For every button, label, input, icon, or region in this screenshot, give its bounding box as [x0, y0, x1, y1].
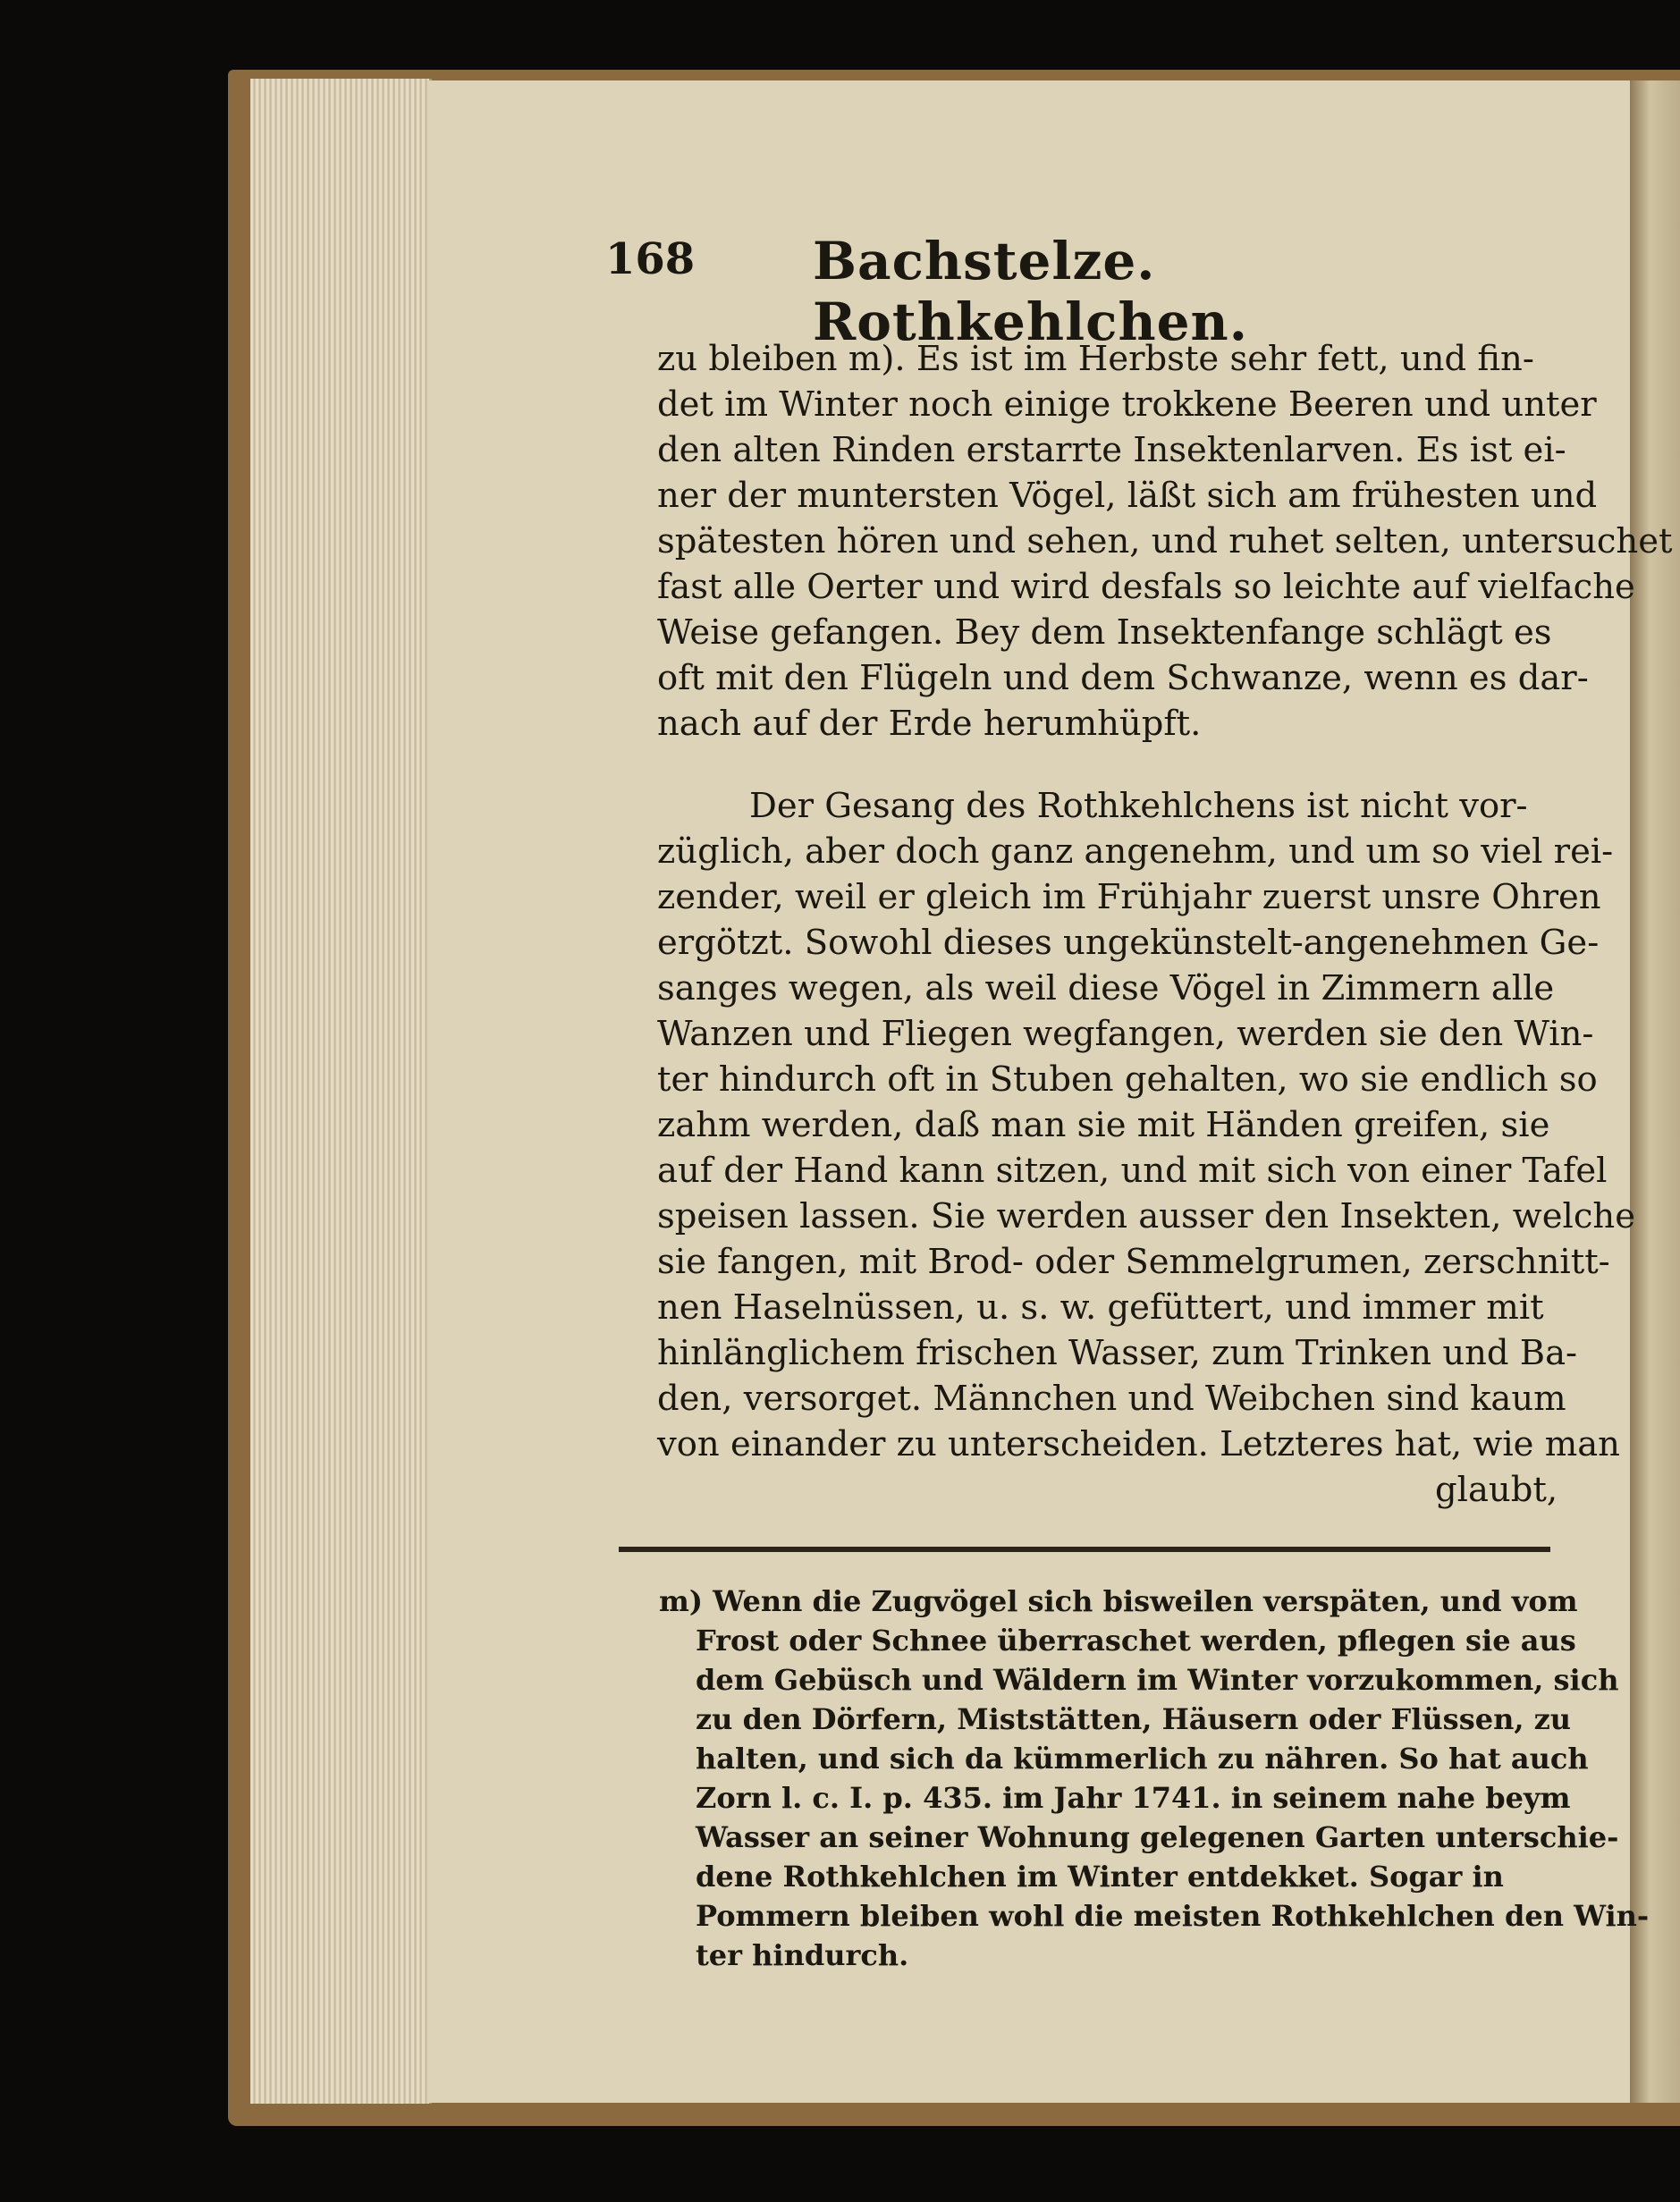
body-line: von einander zu unterscheiden. Letzteres hat, wie man: [657, 1424, 1620, 1464]
body-line: nen Haselnüssen, u. s. w. gefüttert, und immer mit: [657, 1287, 1544, 1328]
footnote-line: Frost oder Schnee überraschet werden, pflegen sie aus: [696, 1624, 1576, 1658]
body-line: auf der Hand kann sitzen, und mit sich von einer Tafel: [657, 1151, 1608, 1191]
page-header: [605, 231, 1535, 352]
body-line: züglich, aber doch ganz angenehm, und um so viel rei-: [657, 831, 1614, 872]
body-line: det im Winter noch einige trokkene Beeren und unter: [657, 384, 1597, 425]
body-line: ter hindurch oft in Stuben gehalten, wo sie endlich so: [657, 1059, 1598, 1100]
footnote-line: dene Rothkehlchen im Winter entdekket. Sogar in: [696, 1860, 1504, 1894]
footnote-line: Pommern bleiben wohl die meisten Rothkehlchen den Win-: [696, 1899, 1650, 1933]
footnote-line: Wasser an seiner Wohnung gelegenen Garten unterschie-: [696, 1820, 1619, 1854]
body-line: oft mit den Flügeln und dem Schwanze, wenn es dar-: [657, 658, 1589, 698]
body-line: zender, weil er gleich im Frühjahr zuerst unsre Ohren: [657, 877, 1601, 917]
body-line: ergötzt. Sowohl dieses ungekünstelt-angenehmen Ge-: [657, 923, 1600, 963]
body-line: Wanzen und Fliegen wegfangen, werden sie den Win-: [657, 1014, 1594, 1054]
footnote-line: ter hindurch.: [696, 1938, 909, 1972]
body-line: ner der muntersten Vögel, läßt sich am frühesten und: [657, 476, 1598, 516]
page-number: 168: [605, 234, 696, 284]
footnote-line: halten, und sich da kümmerlich zu nähren. So hat auch: [696, 1742, 1589, 1776]
body-line: den alten Rinden erstarrte Insektenlarven. Es ist ei-: [657, 430, 1566, 470]
running-head: Bachstelze. Rothkehlchen.: [813, 231, 1248, 352]
body-line: fast alle Oerter und wird desfals so leichte auf vielfache: [657, 567, 1635, 607]
body-line: zahm werden, daß man sie mit Händen greifen, sie: [657, 1105, 1550, 1145]
body-line: spätesten hören und sehen, und ruhet selten, untersuchet: [657, 521, 1673, 561]
body-line: glaubt,: [1435, 1470, 1558, 1510]
footnote-line: m) Wenn die Zugvögel sich bisweilen verspäten, und vom: [659, 1584, 1578, 1618]
body-line: Weise gefangen. Bey dem Insektenfange schlägt es: [657, 612, 1552, 653]
footnote-line: zu den Dörfern, Miststätten, Häusern oder Flüssen, zu: [696, 1702, 1572, 1736]
footnote-rule: [619, 1547, 1550, 1552]
body-line: speisen lassen. Sie werden ausser den Insekten, welche: [657, 1196, 1635, 1236]
body-line: sanges wegen, als weil diese Vögel in Zimmern alle: [657, 968, 1555, 1008]
footnote-line: dem Gebüsch und Wäldern im Winter vorzukommen, sich: [696, 1663, 1619, 1697]
body-line: sie fangen, mit Brod- oder Semmelgrumen, zerschnitt-: [657, 1242, 1610, 1282]
body-line: zu bleiben m). Es ist im Herbste sehr fett, und fin-: [657, 339, 1534, 379]
footnote-line: Zorn l. c. I. p. 435. im Jahr 1741. in seinem nahe beym: [696, 1781, 1571, 1815]
body-line: nach auf der Erde herumhüpft.: [657, 704, 1202, 744]
body-line: Der Gesang des Rothkehlchens ist nicht vor-: [749, 786, 1528, 826]
body-line: den, versorget. Männchen und Weibchen sind kaum: [657, 1379, 1566, 1419]
body-line: hinlänglichem frischen Wasser, zum Trinken und Ba-: [657, 1333, 1578, 1373]
